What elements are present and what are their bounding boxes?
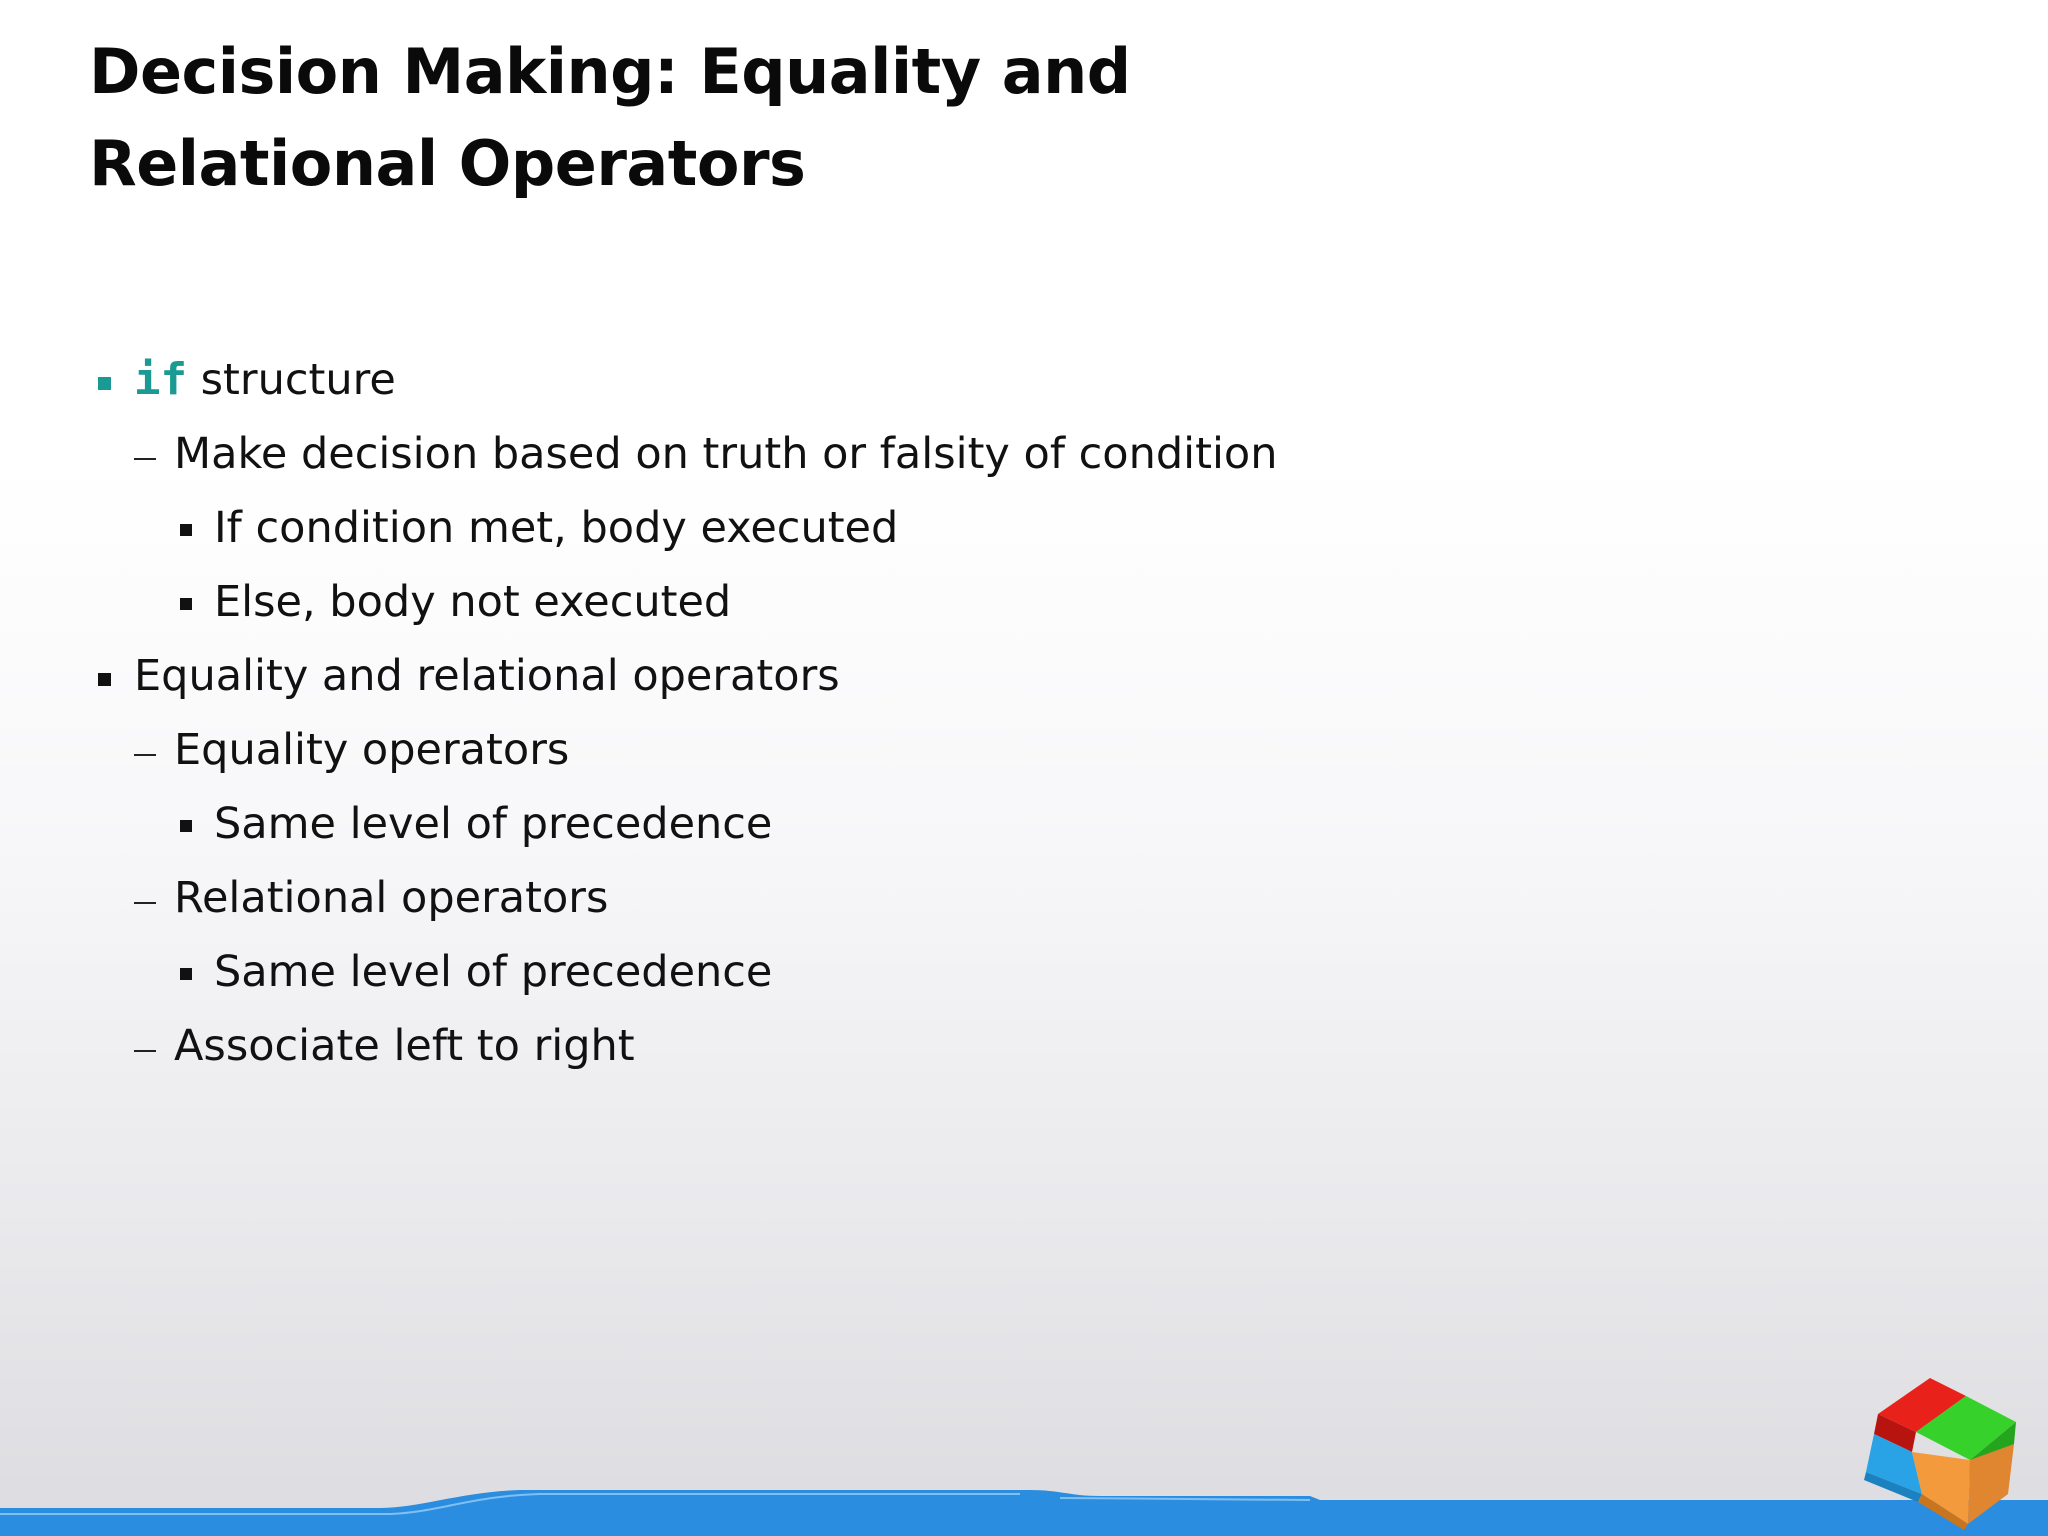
dash-bullet-icon xyxy=(134,902,156,904)
sub-sub-item-text: Same level of precedence xyxy=(214,799,773,849)
dash-bullet-icon xyxy=(134,1050,156,1052)
footer-wave-decoration xyxy=(0,1478,2048,1536)
slide-title-line-2: Relational Operators xyxy=(89,127,806,200)
square-bullet-icon xyxy=(180,598,192,610)
square-bullet-icon xyxy=(180,968,192,980)
slide-title-line-1: Decision Making: Equality and xyxy=(89,35,1131,108)
sub-sub-item-text: If condition met, body executed xyxy=(214,503,899,553)
slide-title xyxy=(89,26,1389,210)
square-bullet-icon xyxy=(180,820,192,832)
dash-bullet-icon xyxy=(134,754,156,756)
dash-bullet-icon xyxy=(134,458,156,460)
sub-item-text: Associate left to right xyxy=(174,1021,635,1071)
code-keyword-if: if xyxy=(134,354,187,405)
square-bullet-icon xyxy=(180,524,192,536)
bullet-text: structure xyxy=(186,355,396,405)
bullet-text: Equality and relational operators xyxy=(134,651,840,701)
sub-item-text: Make decision based on truth or falsity of condition xyxy=(174,429,1278,479)
square-bullet-icon xyxy=(98,377,111,390)
square-bullet-icon xyxy=(98,673,111,686)
sub-sub-item-text: Else, body not executed xyxy=(214,577,732,627)
sub-sub-item-text: Same level of precedence xyxy=(214,947,773,997)
sub-item-text: Relational operators xyxy=(174,873,609,923)
colored-cube-logo-icon xyxy=(1848,1374,2048,1534)
sub-item-text: Equality operators xyxy=(174,725,570,775)
